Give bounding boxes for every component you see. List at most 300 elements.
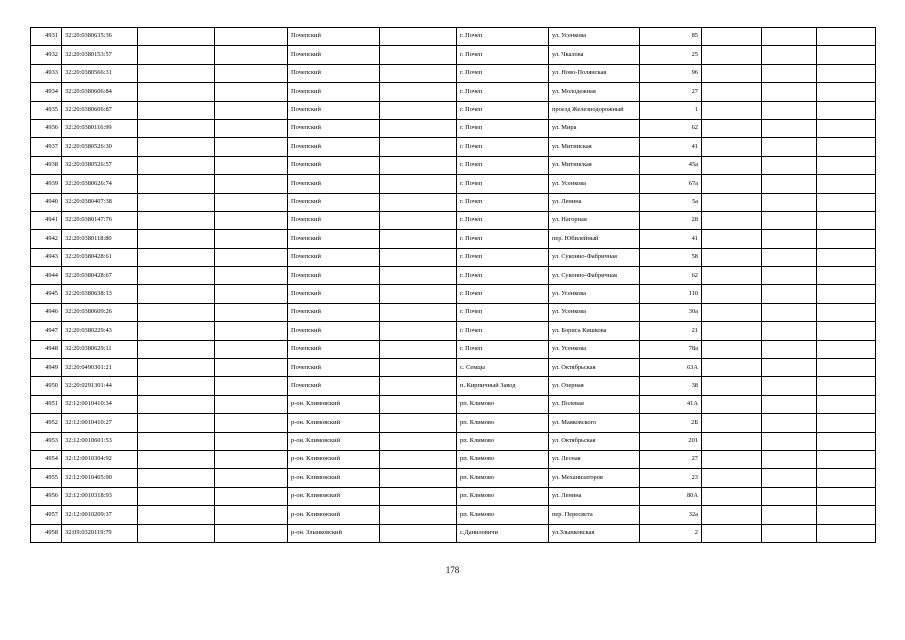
district-cell: Почепский — [288, 340, 380, 358]
blank-column-3-cell — [138, 377, 215, 395]
blank-column-3-cell — [138, 83, 215, 101]
blank-column-11-cell — [762, 64, 817, 82]
blank-column-4-cell — [215, 156, 288, 174]
blank-column-4-cell — [215, 340, 288, 358]
blank-column-12-cell — [817, 359, 876, 377]
cadastral-number-cell: 32:20:0490301:21 — [62, 359, 138, 377]
blank-column-6-cell — [380, 414, 457, 432]
table-row — [31, 267, 876, 285]
blank-column-11-cell — [762, 248, 817, 266]
row-number-cell: 4944 — [31, 267, 62, 285]
table-row — [31, 285, 876, 303]
cadastral-number-cell: 32:20:0380609:26 — [62, 303, 138, 321]
blank-column-4-cell — [215, 175, 288, 193]
cadastral-number-cell: 32:12:0010410:34 — [62, 395, 138, 413]
locality-cell: г. Почеп — [457, 119, 549, 137]
blank-column-10-cell — [702, 524, 762, 542]
street-cell: ул. Усенкова — [549, 285, 640, 303]
blank-column-10-cell — [702, 119, 762, 137]
blank-column-11-cell — [762, 506, 817, 524]
blank-column-6-cell — [380, 193, 457, 211]
blank-column-3-cell — [138, 28, 215, 46]
blank-column-4-cell — [215, 119, 288, 137]
locality-cell: г. Почеп — [457, 230, 549, 248]
row-number-cell: 4956 — [31, 487, 62, 505]
blank-column-6-cell — [380, 450, 457, 468]
house-number-cell: 62 — [640, 119, 702, 137]
blank-column-11-cell — [762, 156, 817, 174]
blank-column-3-cell — [138, 101, 215, 119]
table-row — [31, 524, 876, 542]
locality-cell: с.Даниловичи — [457, 524, 549, 542]
row-number-cell: 4936 — [31, 119, 62, 137]
blank-column-12-cell — [817, 322, 876, 340]
blank-column-11-cell — [762, 230, 817, 248]
cadastral-number-cell: 32:12:0010601:53 — [62, 432, 138, 450]
blank-column-11-cell — [762, 340, 817, 358]
row-number-cell: 4953 — [31, 432, 62, 450]
cadastral-number-cell: 32:20:0380606:87 — [62, 101, 138, 119]
blank-column-3-cell — [138, 119, 215, 137]
row-number-cell: 4945 — [31, 285, 62, 303]
blank-column-10-cell — [702, 64, 762, 82]
row-number-cell: 4933 — [31, 64, 62, 82]
table-row — [31, 119, 876, 137]
locality-cell: г. Почеп — [457, 64, 549, 82]
blank-column-10-cell — [702, 83, 762, 101]
house-number-cell: 23 — [640, 469, 702, 487]
cadastral-number-cell: 32:20:0380526:57 — [62, 156, 138, 174]
district-cell: Почепский — [288, 267, 380, 285]
blank-column-6-cell — [380, 46, 457, 64]
street-cell: ул. Озерная — [549, 377, 640, 395]
street-cell: ул. Ленина — [549, 193, 640, 211]
cadastral-number-cell: 32:12:0010209:37 — [62, 506, 138, 524]
blank-column-6-cell — [380, 230, 457, 248]
blank-column-3-cell — [138, 248, 215, 266]
blank-column-11-cell — [762, 487, 817, 505]
blank-column-10-cell — [702, 432, 762, 450]
blank-column-6-cell — [380, 175, 457, 193]
house-number-cell: 21 — [640, 322, 702, 340]
table-row — [31, 322, 876, 340]
blank-column-11-cell — [762, 359, 817, 377]
table-row — [31, 450, 876, 468]
row-number-cell: 4957 — [31, 506, 62, 524]
blank-column-4-cell — [215, 432, 288, 450]
row-number-cell: 4949 — [31, 359, 62, 377]
blank-column-11-cell — [762, 469, 817, 487]
blank-column-12-cell — [817, 450, 876, 468]
locality-cell: г. Почеп — [457, 340, 549, 358]
blank-column-12-cell — [817, 119, 876, 137]
cadastral-number-cell: 32:09:0320119:79 — [62, 524, 138, 542]
blank-column-11-cell — [762, 211, 817, 229]
blank-column-6-cell — [380, 101, 457, 119]
table-row — [31, 156, 876, 174]
registry-table — [30, 27, 876, 543]
blank-column-4-cell — [215, 211, 288, 229]
locality-cell: г. Почеп — [457, 303, 549, 321]
blank-column-12-cell — [817, 230, 876, 248]
locality-cell: с. Семцы — [457, 359, 549, 377]
street-cell: ул. Мира — [549, 119, 640, 137]
district-cell: Почепский — [288, 156, 380, 174]
row-number-cell: 4958 — [31, 524, 62, 542]
street-cell: ул. Суконно-Фабричная — [549, 248, 640, 266]
house-number-cell: 41 — [640, 138, 702, 156]
blank-column-4-cell — [215, 303, 288, 321]
blank-column-6-cell — [380, 469, 457, 487]
district-cell: Почепский — [288, 28, 380, 46]
blank-column-12-cell — [817, 64, 876, 82]
row-number-cell: 4931 — [31, 28, 62, 46]
row-number-cell: 4951 — [31, 395, 62, 413]
blank-column-11-cell — [762, 524, 817, 542]
street-cell: пер. Юбилейный — [549, 230, 640, 248]
blank-column-6-cell — [380, 303, 457, 321]
row-number-cell: 4941 — [31, 211, 62, 229]
blank-column-6-cell — [380, 285, 457, 303]
blank-column-11-cell — [762, 414, 817, 432]
blank-column-11-cell — [762, 303, 817, 321]
blank-column-10-cell — [702, 395, 762, 413]
district-cell: Почепский — [288, 377, 380, 395]
cadastral-number-cell: 32:20:0380118:80 — [62, 230, 138, 248]
blank-column-6-cell — [380, 487, 457, 505]
blank-column-6-cell — [380, 83, 457, 101]
table-row — [31, 506, 876, 524]
district-cell: Почепский — [288, 46, 380, 64]
blank-column-6-cell — [380, 395, 457, 413]
table-row — [31, 193, 876, 211]
table-row — [31, 395, 876, 413]
row-number-cell: 4935 — [31, 101, 62, 119]
blank-column-12-cell — [817, 156, 876, 174]
blank-column-12-cell — [817, 211, 876, 229]
blank-column-11-cell — [762, 175, 817, 193]
street-cell: ул. Механизаторов — [549, 469, 640, 487]
blank-column-4-cell — [215, 267, 288, 285]
table-row — [31, 46, 876, 64]
street-cell: ул. Чкалова — [549, 46, 640, 64]
blank-column-10-cell — [702, 303, 762, 321]
street-cell: ул. Усенкова — [549, 303, 640, 321]
blank-column-3-cell — [138, 450, 215, 468]
blank-column-3-cell — [138, 359, 215, 377]
row-number-cell: 4938 — [31, 156, 62, 174]
blank-column-3-cell — [138, 322, 215, 340]
row-number-cell: 4950 — [31, 377, 62, 395]
street-cell: ул. Полевая — [549, 395, 640, 413]
cadastral-number-cell: 32:20:0380626:74 — [62, 175, 138, 193]
cadastral-number-cell: 32:12:0010318:93 — [62, 487, 138, 505]
house-number-cell: 27 — [640, 450, 702, 468]
blank-column-10-cell — [702, 138, 762, 156]
locality-cell: г. Почеп — [457, 267, 549, 285]
blank-column-4-cell — [215, 322, 288, 340]
row-number-cell: 4952 — [31, 414, 62, 432]
house-number-cell: 62 — [640, 267, 702, 285]
blank-column-3-cell — [138, 64, 215, 82]
blank-column-4-cell — [215, 83, 288, 101]
blank-column-6-cell — [380, 432, 457, 450]
cadastral-number-cell: 32:20:0380638:13 — [62, 285, 138, 303]
blank-column-4-cell — [215, 193, 288, 211]
table-row — [31, 64, 876, 82]
district-cell: Почепский — [288, 248, 380, 266]
blank-column-3-cell — [138, 303, 215, 321]
blank-column-12-cell — [817, 432, 876, 450]
blank-column-3-cell — [138, 506, 215, 524]
blank-column-11-cell — [762, 138, 817, 156]
blank-column-4-cell — [215, 101, 288, 119]
house-number-cell: 30а — [640, 303, 702, 321]
blank-column-10-cell — [702, 267, 762, 285]
blank-column-11-cell — [762, 83, 817, 101]
table-row — [31, 175, 876, 193]
house-number-cell: 27 — [640, 83, 702, 101]
row-number-cell: 4955 — [31, 469, 62, 487]
blank-column-10-cell — [702, 377, 762, 395]
table-row — [31, 230, 876, 248]
blank-column-10-cell — [702, 340, 762, 358]
blank-column-4-cell — [215, 285, 288, 303]
house-number-cell: 110 — [640, 285, 702, 303]
blank-column-11-cell — [762, 377, 817, 395]
district-cell: Почепский — [288, 119, 380, 137]
table-row — [31, 83, 876, 101]
blank-column-3-cell — [138, 432, 215, 450]
blank-column-3-cell — [138, 46, 215, 64]
district-cell: р-он. Климовский — [288, 487, 380, 505]
street-cell: ул. Ново-Полянская — [549, 64, 640, 82]
blank-column-11-cell — [762, 322, 817, 340]
blank-column-11-cell — [762, 193, 817, 211]
cadastral-number-cell: 32:20:0380566:31 — [62, 64, 138, 82]
blank-column-10-cell — [702, 156, 762, 174]
blank-column-12-cell — [817, 83, 876, 101]
street-cell: ул. Митинская — [549, 156, 640, 174]
row-number-cell: 4954 — [31, 450, 62, 468]
house-number-cell: 78а — [640, 340, 702, 358]
blank-column-4-cell — [215, 469, 288, 487]
district-cell: Почепский — [288, 230, 380, 248]
locality-cell: г. Почеп — [457, 46, 549, 64]
locality-cell: г. Почеп — [457, 211, 549, 229]
district-cell: Почепский — [288, 175, 380, 193]
locality-cell: г. Почеп — [457, 101, 549, 119]
house-number-cell: 85 — [640, 28, 702, 46]
blank-column-10-cell — [702, 28, 762, 46]
house-number-cell: 41 — [640, 230, 702, 248]
district-cell: Почепский — [288, 101, 380, 119]
table-row — [31, 211, 876, 229]
blank-column-4-cell — [215, 377, 288, 395]
blank-column-3-cell — [138, 524, 215, 542]
cadastral-number-cell: 32:20:0380407:38 — [62, 193, 138, 211]
district-cell: р-он. Климовский — [288, 414, 380, 432]
blank-column-11-cell — [762, 28, 817, 46]
locality-cell: г. Почеп — [457, 322, 549, 340]
house-number-cell: 63А — [640, 359, 702, 377]
blank-column-12-cell — [817, 469, 876, 487]
blank-column-3-cell — [138, 211, 215, 229]
blank-column-10-cell — [702, 414, 762, 432]
house-number-cell: 201 — [640, 432, 702, 450]
table-row — [31, 414, 876, 432]
street-cell: ул. Октябрьская — [549, 432, 640, 450]
blank-column-11-cell — [762, 46, 817, 64]
blank-column-3-cell — [138, 340, 215, 358]
locality-cell: г. Почеп — [457, 83, 549, 101]
blank-column-12-cell — [817, 46, 876, 64]
blank-column-3-cell — [138, 156, 215, 174]
blank-column-6-cell — [380, 138, 457, 156]
locality-cell: рп. Климово — [457, 432, 549, 450]
table-row — [31, 487, 876, 505]
cadastral-number-cell: 32:20:0380153:57 — [62, 46, 138, 64]
blank-column-4-cell — [215, 395, 288, 413]
locality-cell: г. Почеп — [457, 285, 549, 303]
table-row — [31, 432, 876, 450]
cadastral-number-cell: 32:20:0291301:44 — [62, 377, 138, 395]
house-number-cell: 28 — [640, 211, 702, 229]
street-cell: ул. Молодежная — [549, 83, 640, 101]
blank-column-11-cell — [762, 395, 817, 413]
blank-column-12-cell — [817, 175, 876, 193]
blank-column-3-cell — [138, 469, 215, 487]
row-number-cell: 4932 — [31, 46, 62, 64]
blank-column-11-cell — [762, 285, 817, 303]
street-cell: ул. Митинская — [549, 138, 640, 156]
cadastral-number-cell: 32:20:0380428:61 — [62, 248, 138, 266]
blank-column-4-cell — [215, 248, 288, 266]
district-cell: Почепский — [288, 211, 380, 229]
house-number-cell: 5а — [640, 193, 702, 211]
blank-column-11-cell — [762, 119, 817, 137]
cadastral-number-cell: 32:12:0010410:27 — [62, 414, 138, 432]
blank-column-12-cell — [817, 340, 876, 358]
blank-column-4-cell — [215, 506, 288, 524]
blank-column-10-cell — [702, 322, 762, 340]
locality-cell: г. Почеп — [457, 28, 549, 46]
district-cell: Почепский — [288, 83, 380, 101]
blank-column-12-cell — [817, 303, 876, 321]
blank-column-6-cell — [380, 156, 457, 174]
row-number-cell: 4943 — [31, 248, 62, 266]
district-cell: р-он. Климовский — [288, 469, 380, 487]
cadastral-number-cell: 32:20:0380428:67 — [62, 267, 138, 285]
blank-column-11-cell — [762, 432, 817, 450]
blank-column-12-cell — [817, 377, 876, 395]
table-row — [31, 28, 876, 46]
blank-column-4-cell — [215, 138, 288, 156]
blank-column-3-cell — [138, 193, 215, 211]
blank-column-3-cell — [138, 285, 215, 303]
blank-column-3-cell — [138, 138, 215, 156]
locality-cell: г. Почеп — [457, 156, 549, 174]
row-number-cell: 4940 — [31, 193, 62, 211]
district-cell: р-он. Злынковский — [288, 524, 380, 542]
cadastral-number-cell: 32:20:0380526:30 — [62, 138, 138, 156]
row-number-cell: 4942 — [31, 230, 62, 248]
blank-column-12-cell — [817, 285, 876, 303]
blank-column-11-cell — [762, 450, 817, 468]
house-number-cell: 96 — [640, 64, 702, 82]
blank-column-6-cell — [380, 267, 457, 285]
blank-column-6-cell — [380, 524, 457, 542]
blank-column-10-cell — [702, 211, 762, 229]
blank-column-12-cell — [817, 193, 876, 211]
blank-column-6-cell — [380, 211, 457, 229]
blank-column-12-cell — [817, 414, 876, 432]
table-row — [31, 248, 876, 266]
blank-column-10-cell — [702, 487, 762, 505]
street-cell: пер. Пересвета — [549, 506, 640, 524]
blank-column-4-cell — [215, 46, 288, 64]
street-cell: ул. Усенкова — [549, 175, 640, 193]
page-number: 178 — [445, 565, 460, 575]
district-cell: Почепский — [288, 303, 380, 321]
street-cell: проезд Железнодорожный — [549, 101, 640, 119]
street-cell: ул. Маяковского — [549, 414, 640, 432]
cadastral-number-cell: 32:20:0380147:76 — [62, 211, 138, 229]
district-cell: р-он. Климовский — [288, 395, 380, 413]
cadastral-number-cell: 32:12:0010405:90 — [62, 469, 138, 487]
blank-column-4-cell — [215, 28, 288, 46]
locality-cell: рп. Климово — [457, 395, 549, 413]
street-cell: ул.Злынковская — [549, 524, 640, 542]
blank-column-3-cell — [138, 230, 215, 248]
blank-column-6-cell — [380, 64, 457, 82]
district-cell: Почепский — [288, 138, 380, 156]
house-number-cell: 32а — [640, 506, 702, 524]
blank-column-6-cell — [380, 359, 457, 377]
district-cell: р-он. Климовский — [288, 450, 380, 468]
district-cell: Почепский — [288, 193, 380, 211]
locality-cell: г. Почеп — [457, 248, 549, 266]
blank-column-4-cell — [215, 64, 288, 82]
blank-column-11-cell — [762, 267, 817, 285]
cadastral-number-cell: 32:12:0010304:92 — [62, 450, 138, 468]
row-number-cell: 4948 — [31, 340, 62, 358]
blank-column-4-cell — [215, 450, 288, 468]
blank-column-10-cell — [702, 469, 762, 487]
blank-column-12-cell — [817, 28, 876, 46]
row-number-cell: 4939 — [31, 175, 62, 193]
row-number-cell: 4934 — [31, 83, 62, 101]
table-body — [31, 28, 876, 543]
locality-cell: рп. Климово — [457, 487, 549, 505]
street-cell: ул. Ленина — [549, 487, 640, 505]
blank-column-10-cell — [702, 285, 762, 303]
blank-column-6-cell — [380, 340, 457, 358]
blank-column-12-cell — [817, 248, 876, 266]
locality-cell: рп. Климово — [457, 414, 549, 432]
house-number-cell: 80А — [640, 487, 702, 505]
blank-column-10-cell — [702, 230, 762, 248]
street-cell: ул. Бориса Кишкова — [549, 322, 640, 340]
blank-column-6-cell — [380, 322, 457, 340]
house-number-cell: 67а — [640, 175, 702, 193]
blank-column-11-cell — [762, 101, 817, 119]
blank-column-3-cell — [138, 395, 215, 413]
blank-column-12-cell — [817, 506, 876, 524]
street-cell: ул. Усенкова — [549, 28, 640, 46]
blank-column-6-cell — [380, 28, 457, 46]
district-cell: Почепский — [288, 322, 380, 340]
